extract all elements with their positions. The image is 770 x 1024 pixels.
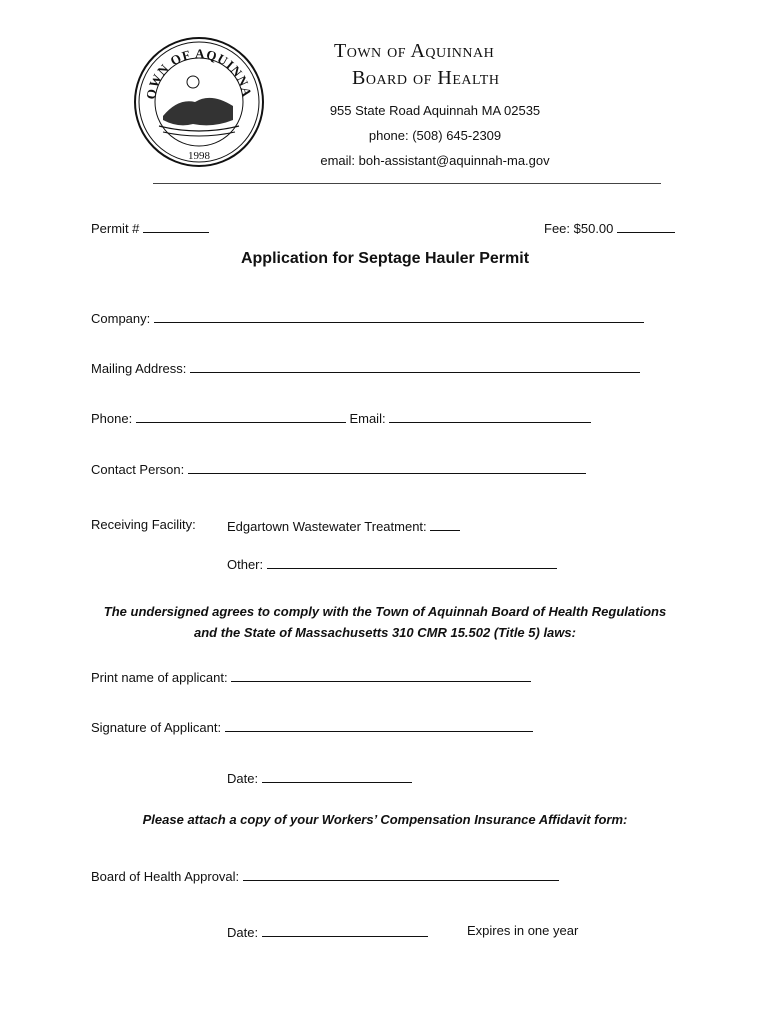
- applicant-date-field[interactable]: [262, 769, 412, 783]
- edgartown-row: [227, 517, 460, 534]
- applicant-date-label: Date:: [227, 771, 259, 786]
- other-row: [227, 555, 557, 572]
- fee-label: Fee: $50.00: [544, 221, 614, 236]
- mailing-label: Mailing Address:: [91, 361, 187, 376]
- approval-date-label: Date:: [227, 925, 259, 940]
- other-label: Other:: [227, 557, 264, 572]
- approval-date-field[interactable]: [262, 923, 428, 937]
- print-name-label: Print name of applicant:: [91, 670, 228, 685]
- board-name: Board of Health: [352, 67, 500, 89]
- company-row: [91, 309, 644, 326]
- approval-field[interactable]: [243, 867, 559, 881]
- header-email: email: boh-assistant@aquinnah-ma.gov: [320, 153, 550, 168]
- mailing-address-field[interactable]: [190, 359, 640, 373]
- attach-note: Please attach a copy of your Workers’ Compensation Insurance Affidavit form:: [142, 812, 628, 827]
- phone-field[interactable]: [136, 409, 346, 423]
- signature-row: [91, 718, 533, 735]
- approval-date-row: [227, 923, 428, 940]
- svg-text:TOWN OF AQUINNAH: [133, 36, 255, 100]
- permit-label: Permit #: [91, 221, 140, 236]
- expires-note: Expires in one year: [467, 923, 579, 938]
- header-divider: [153, 183, 661, 184]
- approval-label: Board of Health Approval:: [91, 869, 240, 884]
- town-seal: [133, 36, 265, 168]
- company-label: Company:: [91, 311, 151, 326]
- town-name: Town of Aquinnah: [334, 40, 495, 62]
- agreement-line-1: The undersigned agrees to comply with the Town of Aquinnah Board of Health Regulations: [103, 604, 667, 619]
- phone-label: Phone:: [91, 411, 133, 426]
- applicant-date-row: [227, 769, 412, 786]
- receiving-label: Receiving Facility:: [91, 517, 196, 532]
- phone-email-row: [91, 409, 591, 426]
- form-title: Application for Septage Hauler Permit: [240, 250, 530, 267]
- header-phone: phone: (508) 645-2309: [368, 128, 502, 143]
- contact-label: Contact Person:: [91, 462, 185, 477]
- header-address: 955 State Road Aquinnah MA 02535: [329, 103, 541, 118]
- seal-year: 1998: [188, 150, 210, 162]
- fee-field[interactable]: [617, 219, 675, 233]
- print-name-row: [91, 668, 531, 685]
- other-facility-field[interactable]: [267, 555, 557, 569]
- permit-number-field[interactable]: [143, 219, 209, 233]
- company-field[interactable]: [154, 309, 644, 323]
- print-name-field[interactable]: [231, 668, 531, 682]
- email-field[interactable]: [389, 409, 591, 423]
- mailing-row: [91, 359, 640, 376]
- contact-person-field[interactable]: [188, 460, 586, 474]
- permit-row: [91, 219, 209, 236]
- agreement-line-2: and the State of Massachusetts 310 CMR 15.502 (Title 5) laws:: [194, 625, 576, 640]
- signature-label: Signature of Applicant:: [91, 720, 222, 735]
- fee-row: [544, 219, 675, 236]
- contact-row: [91, 460, 586, 477]
- approval-row: [91, 867, 559, 884]
- email-label: Email:: [349, 411, 386, 426]
- seal-top-text: OWN OF AQUINNA: [142, 45, 255, 101]
- edgartown-label: Edgartown Wastewater Treatment:: [227, 519, 427, 534]
- signature-field[interactable]: [225, 718, 533, 732]
- edgartown-field[interactable]: [430, 517, 460, 531]
